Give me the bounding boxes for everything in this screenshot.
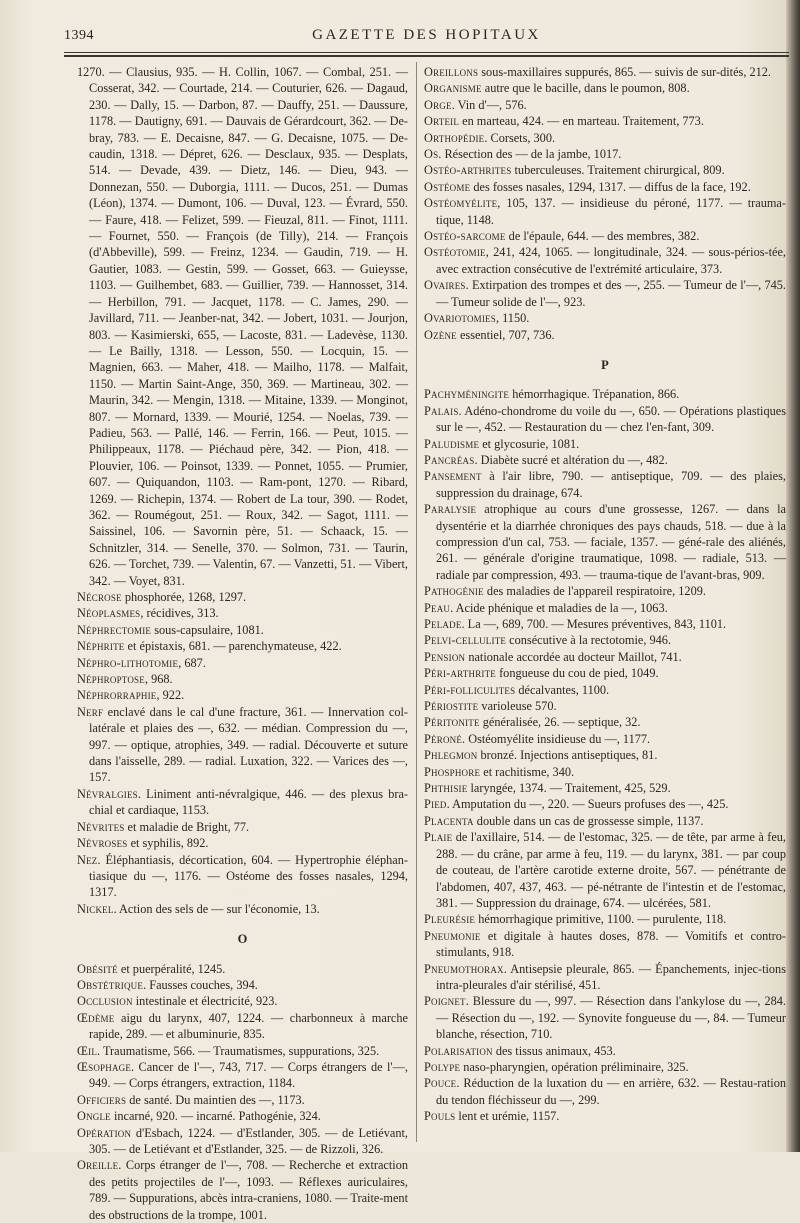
index-references: . Antisepsie pleurale, 865. — Épanchements, injec-tions intra-pleurales d'air stérilisé, 451.	[436, 961, 786, 992]
index-references: des maladies de l'appareil respiratoire, 1209.	[483, 584, 706, 599]
index-section-n	[77, 589, 408, 917]
index-term: Œsophage	[77, 1059, 132, 1074]
index-references: sous-maxillaires suppurés, 865. — suivis de sur-dités, 212.	[478, 65, 771, 79]
index-entry	[424, 829, 786, 911]
index-section-o-continued	[424, 64, 786, 343]
index-term: Plaie	[424, 830, 453, 845]
index-entry	[424, 179, 786, 195]
index-term: Néphrite	[77, 639, 125, 654]
index-section-p	[424, 386, 786, 1124]
index-entry	[424, 436, 786, 452]
index-entry	[424, 64, 786, 80]
index-references: , 241, 424, 1065. — longitudinale, 324. — sous-périos-tée, avec extraction consécutive de l'extrémité articulaire, 373.	[436, 245, 786, 276]
index-entry	[77, 622, 408, 638]
index-entry	[424, 747, 786, 763]
index-references: fongueuse du cou de pied, 1049.	[496, 666, 659, 681]
index-term: Pneumothorax	[424, 961, 504, 976]
index-references: et syphilis, 892.	[127, 836, 209, 851]
index-entry	[424, 310, 786, 326]
index-term: Orteil	[424, 114, 460, 129]
section-letter-p: P	[601, 357, 609, 372]
index-references: et glycosurie, 1081.	[479, 436, 580, 451]
index-references: consécutive à la rectotomie, 946.	[506, 633, 672, 648]
index-references: . Ostéomyélite insidieuse du —, 1177.	[462, 731, 651, 746]
index-entry	[77, 1092, 408, 1108]
index-references: et digitale à hautes doses, 878. — Vomitifs et contro-stimulants, 918.	[436, 928, 786, 960]
index-term: Néphrorraphie	[77, 688, 157, 703]
index-entry	[77, 671, 408, 687]
index-term: Orge	[424, 97, 452, 112]
index-entry	[424, 327, 786, 343]
index-references: naso-pharyngien, opération préliminaire, 325.	[460, 1059, 689, 1074]
index-references: de l'épaule, 644. — des membres, 382.	[505, 229, 700, 244]
index-entry	[424, 244, 786, 277]
index-term: Ostéo-arthrites	[424, 163, 512, 178]
index-term: Poignet	[424, 994, 466, 1009]
index-entry	[77, 1157, 408, 1223]
index-term: Occlusion	[77, 994, 133, 1009]
index-term: Périostite	[424, 699, 479, 714]
index-entry	[424, 764, 786, 780]
index-references: phosphorée, 1268, 1297.	[121, 590, 247, 604]
index-term: Ostéome	[424, 179, 471, 194]
index-entry	[77, 605, 408, 621]
index-references: laryngée, 1374. — Traitement, 425, 529.	[467, 781, 671, 796]
index-references: des fosses nasales, 1294, 1317. — diffus de la face, 192.	[470, 179, 751, 194]
index-references: , 105, 137. — insidieuse du péroné, 1177. — trauma-tique, 1148.	[436, 196, 786, 227]
index-references: . Adéno-chondrome du voile du —, 650. — Opérations plastiques sur le —, 452. — Restauration du — chez l'en-fant, 309.	[436, 403, 786, 435]
index-term: Opération	[77, 1125, 132, 1140]
section-letter-o: O	[237, 932, 248, 947]
index-term: Péroné	[424, 731, 463, 746]
index-references: et puerpéralité, 1245.	[117, 961, 226, 976]
index-references: . Traumatisme, 566. — Traumatismes, suppurations, 325.	[97, 1043, 380, 1058]
index-term: Organisme	[424, 81, 482, 96]
index-term: Obésité	[77, 961, 118, 976]
index-entry	[424, 632, 786, 648]
index-references: . Amputation du —, 220. — Sueurs profuses des —, 425.	[446, 797, 729, 812]
index-entry	[77, 655, 408, 671]
index-term: Néoplasmes	[77, 606, 141, 621]
index-term: Ostéotomie	[424, 245, 486, 260]
index-references: tuberculeuses. Traitement chirurgical, 809.	[511, 163, 725, 178]
index-references: à l'air libre, 790. — antiseptique, 709. — des plaies, suppression du drainage, 674.	[436, 469, 786, 500]
index-term: Pied	[424, 797, 447, 812]
index-term: Pelade	[424, 617, 462, 631]
index-term: Palais	[424, 403, 459, 418]
index-term: Oreillons	[424, 65, 479, 79]
index-references: . Éléphantiasis, décortication, 604. — Hypertrophie éléphan-tiasique du —, 1176. — Ostéome des fosses nasales, 1294, 1317.	[89, 852, 408, 900]
index-entry	[424, 583, 786, 599]
index-references: hémorrhagique. Trépanation, 866.	[509, 387, 680, 402]
index-references: sous-capsulaire, 1081.	[151, 622, 264, 637]
index-references: essentiel, 707, 736.	[456, 327, 555, 342]
index-references: . Réduction de la luxation du — en arrière, 632. — Restau-ration du tendon fléchisseur du —, 299.	[436, 1076, 786, 1107]
index-entry	[424, 600, 786, 616]
index-entry	[77, 961, 408, 977]
index-term: Placenta	[424, 813, 474, 828]
left-column	[77, 64, 408, 1223]
index-term: Officiers	[77, 1092, 127, 1107]
index-term: Néphrectomie	[77, 622, 152, 637]
index-term: Ongle	[77, 1109, 111, 1124]
index-entry	[424, 277, 786, 310]
index-references: . Acide phénique et maladies de la —, 1063.	[450, 600, 668, 615]
index-term: Paralysie	[424, 502, 477, 517]
index-section-o	[77, 961, 408, 1223]
index-references: varioleuse 570.	[478, 699, 557, 714]
index-term: Orthopédie	[424, 130, 485, 145]
running-title: GAZETTE DES HOPITAUX	[312, 27, 541, 43]
index-entry	[77, 687, 408, 703]
index-entry	[424, 468, 786, 501]
index-references: nationale accordée au docteur Maillot, 741.	[465, 649, 682, 664]
index-term: Néphroptose	[77, 672, 145, 687]
index-references: , 687.	[178, 655, 206, 670]
index-term: Œdème	[77, 1010, 115, 1025]
index-term: Ostéo-sarcome	[424, 229, 506, 244]
index-references: , récidives, 313.	[140, 606, 219, 621]
index-entry	[77, 977, 408, 993]
index-entry	[77, 1043, 408, 1059]
index-term: Polarisation	[424, 1043, 493, 1058]
index-entry	[424, 162, 786, 178]
index-entry	[77, 589, 408, 605]
index-entry	[77, 1108, 408, 1124]
index-entry	[424, 993, 786, 1042]
index-term: Ovaires	[424, 278, 466, 293]
index-term: Œil	[77, 1043, 98, 1058]
index-references: . Diabète sucré et altération du —, 482.	[474, 452, 668, 467]
index-references: de l'axillaire, 514. — de l'estomac, 325. — de tête, par arme à feu, 288. — du crâne, par arme à feu, 119. — du larynx, 381. — par coup de couteau, de l'artère carotide externe droite, 567. — pénétrante de l'abdomen, 407, 437, 463. — pé-nétrante de l'intestin et de l'estomac, 381. — Suppression du drainage, 674. — ulcérées, 581.	[436, 830, 786, 910]
book-spine-edge	[786, 0, 800, 1152]
index-term: Néphro-lithotomie	[77, 655, 179, 670]
right-column	[424, 64, 786, 1125]
index-entry	[424, 616, 786, 632]
index-references: hémorrhagique primitive, 1100. — purulente, 118.	[475, 912, 727, 927]
index-entry	[424, 961, 786, 994]
index-entry	[424, 714, 786, 730]
index-entry	[77, 901, 408, 917]
index-entry	[424, 1075, 786, 1108]
index-term: Pelvi-cellulite	[424, 633, 507, 648]
index-entry	[424, 665, 786, 681]
index-references: intestinale et électricité, 923.	[132, 994, 278, 1009]
index-entry	[424, 452, 786, 468]
index-references: incarné, 920. — incarné. Pathogénie, 324.	[110, 1109, 321, 1124]
index-term: Oreille	[77, 1158, 119, 1173]
index-entry	[424, 501, 786, 583]
index-term: Phthisie	[424, 781, 468, 796]
index-term: Nez	[77, 852, 98, 867]
index-entry	[424, 1108, 786, 1124]
index-references: décalvantes, 1100.	[515, 682, 610, 697]
index-term: Péritonite	[424, 715, 480, 730]
index-references: . Vin d'—, 576.	[451, 97, 527, 112]
author-list-paragraph: 1270. — Clausius, 935. — H. Collin, 1067. — Combal, 251. — Cosserat, 342. — Courtade, 214. — Couturier, 626. — Dagaud, 230. — Dally, 15. — Darbon, 87. — Dauffy, 251. — Daussure, 1178. — Dautigny, 691. — Dauvais de Gérardcourt, 362. — De-bray, 783. — E. Decaisne, 847. — G. Decaisne, 1075. — De-caudin, 1318. — Dépret, 626. — Desclaux, 935. — Desplats, 514. — Devade, 439. — Dietz, 146. — Dieu, 943. — Donnezan, 550. — Duborgia, 1111. — Ducos, 251. — Dumas (Léon), 1374. — Dumont, 106. — Duval, 123. — Évrard, 550. — Faure, 418. — Felizet, 599. — Fieuzal, 811. — Finot, 1111. — Fournet, 550. — François (de Tilly), 214. — François (d'Abbeville), 599. — Freinz, 1234. — Gaudin, 719. — H. Gautier, 1083. — Gestin, 599. — Gosset, 663. — Guieysse, 1103. — Guilhembet, 683. — Guillier, 739. — Hannosset, 314. — Herbillon, 791. — Jacquet, 1178. — C. James, 290. — Javillard, 711. — Jeanber-nat, 342. — Jobert, 1031. — Jourjon, 803. — Kasimierski, 655, — Lacoste, 831. — Ladevèse, 1130. — Le Bailly, 1318. — Lesson, 550. — Locquin, 15. — Magnien, 663. — Maher, 418. — Mailho, 1178. — Malfait, 1150. — Martin Saint-Ange, 350, 369. — Martineau, 302. — Maurin, 342. — Mengin, 1318. — Mitaine, 1339. — Monginot, 807. — Mornard, 1339. — Mourié, 1254. — Noelas, 739. — Padieu, 563. — Pallé, 146. — Ferrin, 166. — Peut, 1015. — Philippeaux, 1178. — Piéchaud père, 342. — Pion, 418. — Plouvier, 106. — Poinsot, 1339. — Ponnet, 1055. — Prumier, 607. — Quiquandon, 1103. — Ram-pont, 1270. — Ribard, 1269. — Richepin, 1374. — Robert de La tour, 390. — Rodet, 362. — Roumégout, 251. — Roux, 342. — Sagot, 1111. — Saissinel, 106. — Savornin père, 51. — Schaack, 15. — Schnitzler, 314. — Senelle, 370. — Solmon, 731. — Taurin, 626. — Torchet, 739. — Valentin, 67. — Vanzetti, 51. — Vibert, 342. — Voyet, 831.	[77, 65, 408, 588]
index-references: . Fausses couches, 394.	[143, 977, 258, 992]
index-term: Obstétrique	[77, 977, 144, 992]
index-references: en marteau, 424. — en marteau. Traitement, 773.	[459, 114, 704, 129]
index-references: atrophique au cours d'une grossesse, 1267. — dans la dysentérie et la diarrhée chroniques des pays chauds, 518. — due à la compression d'un cal, 753. — faciale, 1357. — géné-rale des aliénés, 261. — générale d'origine traumatique, 1098. — radiale, 513. — radiale par compression, 493. — trauma-tique de l'avant-bras, 909.	[436, 502, 786, 582]
index-term: Pleurésie	[424, 912, 476, 927]
index-entry	[424, 386, 786, 402]
index-references: bronzé. Injections antiseptiques, 81.	[477, 748, 658, 763]
index-term: Ostéomyélite	[424, 196, 498, 211]
column-divider	[416, 62, 417, 1142]
index-entry	[424, 780, 786, 796]
index-term: Pouls	[424, 1109, 456, 1124]
index-term: Phosphore	[424, 764, 481, 779]
index-references: . Corps étranger de l'—, 708. — Recherche et extraction des petits projectiles de l'—, 1093. — Réflexes auriculaires, 789. — Suppurations, abcès intra-craniens, 1080. — Traite-ment des obstructions de la trompe, 1001.	[89, 1158, 408, 1222]
index-references: aigu du larynx, 407, 1224. — charbonneux à marche rapide, 289. — et albuminurie, 835.	[89, 1010, 408, 1042]
index-references: de santé. Du maintien des —, 1173.	[126, 1092, 305, 1107]
index-references: , 1150.	[495, 311, 530, 326]
index-entry	[424, 195, 786, 228]
index-entry	[424, 146, 786, 162]
index-term: Polype	[424, 1059, 461, 1074]
index-entry	[424, 796, 786, 812]
index-entry	[77, 638, 408, 654]
index-term: Pansement	[424, 469, 482, 484]
index-entry	[77, 1010, 408, 1043]
index-entry	[77, 819, 408, 835]
index-references: . Résection des — de la jambe, 1017.	[438, 147, 622, 162]
index-term: Pension	[424, 649, 466, 664]
index-references: et épistaxis, 681. — parenchymateuse, 422.	[124, 639, 342, 654]
index-references: , 922.	[156, 688, 185, 703]
index-references: et rachitisme, 340.	[480, 764, 575, 779]
index-term: Os	[424, 147, 439, 162]
index-references: . La —, 689, 700. — Mesures préventives, 843, 1101.	[461, 617, 727, 631]
index-entry	[424, 403, 786, 436]
index-entry	[424, 698, 786, 714]
index-entry	[424, 682, 786, 698]
index-term: Ozène	[424, 327, 457, 342]
index-references: autre que le bacille, dans le poumon, 808.	[481, 81, 690, 96]
index-entry	[424, 80, 786, 96]
index-references: et maladie de Bright, 77.	[124, 819, 250, 834]
index-entry	[77, 993, 408, 1009]
index-entry	[424, 1059, 786, 1075]
index-references: d'Esbach, 1224. — d'Estlander, 305. — de Letiévant, 305. — de Letiévant et d'Estlander, 325. — de Rizzoli, 326.	[89, 1125, 408, 1156]
index-entry	[77, 835, 408, 851]
index-term: Pneumonie	[424, 928, 481, 943]
index-term: Ovariotomies	[424, 311, 496, 326]
index-term: Phlegmon	[424, 748, 478, 763]
index-term: Pachyméningite	[424, 387, 510, 402]
index-term: Nickel	[77, 901, 114, 916]
index-entry	[424, 97, 786, 113]
index-entry	[424, 813, 786, 829]
index-term: Péri-arthrite	[424, 666, 496, 681]
index-term: Paludisme	[424, 436, 480, 451]
index-term: Névroses	[77, 836, 128, 851]
index-entry	[424, 1043, 786, 1059]
index-entry	[424, 928, 786, 961]
index-entry	[77, 786, 408, 819]
index-entry	[77, 852, 408, 901]
index-term: Névralgies	[77, 786, 138, 801]
index-entry	[424, 731, 786, 747]
index-term: Pouce	[424, 1076, 457, 1091]
index-entry	[77, 1125, 408, 1158]
index-references: lent et urémie, 1157.	[455, 1109, 560, 1124]
index-references: . Cancer de l'—, 743, 717. — Corps étrangers de l'—, 949. — Corps étrangers, extraction, 1184.	[89, 1059, 408, 1091]
index-references: . Liniment anti-névralgique, 446. — des plexus bra-chial et cardiaque, 1153.	[89, 786, 408, 818]
index-term: Névrites	[77, 819, 125, 834]
index-term: Péri-folliculites	[424, 682, 516, 697]
index-references: . Action des sels de — sur l'économie, 13.	[113, 901, 320, 916]
index-references: généralisée, 26. — septique, 32.	[479, 715, 641, 730]
index-term: Nerf	[77, 704, 104, 719]
index-references: . Corsets, 300.	[484, 130, 556, 145]
index-term: Pancréas	[424, 452, 475, 467]
index-entry	[424, 911, 786, 927]
index-entry	[424, 649, 786, 665]
index-entry	[424, 228, 786, 244]
index-references: , 968.	[144, 672, 173, 687]
index-references: . Extirpation des trompes et des —, 255. — Tumeur de l'—, 745. — Tumeur solide de l'—, 923.	[436, 278, 786, 309]
index-entry	[424, 130, 786, 146]
page-number: 1394	[64, 28, 94, 43]
index-term: Nécrose	[77, 590, 122, 604]
index-references: double dans un cas de grossesse simple, 1137.	[473, 813, 704, 828]
header-rule-thick	[64, 55, 789, 57]
index-entry	[424, 113, 786, 129]
index-references: enclavé dans le cal d'une fracture, 361. — Innervation col-latérale et plaies des —, 632. — médian. Compression du —, 997. — optique, atrophies, 349. — radial. Découverte et suture dans l'aisselle, 289. — radial. Luxation, 322. — Varices des —, 157.	[89, 704, 408, 785]
index-term: Pathogénie	[424, 584, 484, 599]
index-term: Peau	[424, 600, 451, 615]
index-references: . Blessure du —, 997. — Résection dans l'ankylose du —, 284. — Résection du —, 192. — Synovite fongueuse du —, 84. — Tumeur blanche, résection, 710.	[436, 994, 786, 1042]
index-references: des tissus animaux, 453.	[492, 1043, 616, 1058]
index-entry	[77, 1059, 408, 1092]
page-header	[64, 26, 789, 50]
header-rule	[64, 52, 789, 53]
index-entry	[77, 704, 408, 786]
